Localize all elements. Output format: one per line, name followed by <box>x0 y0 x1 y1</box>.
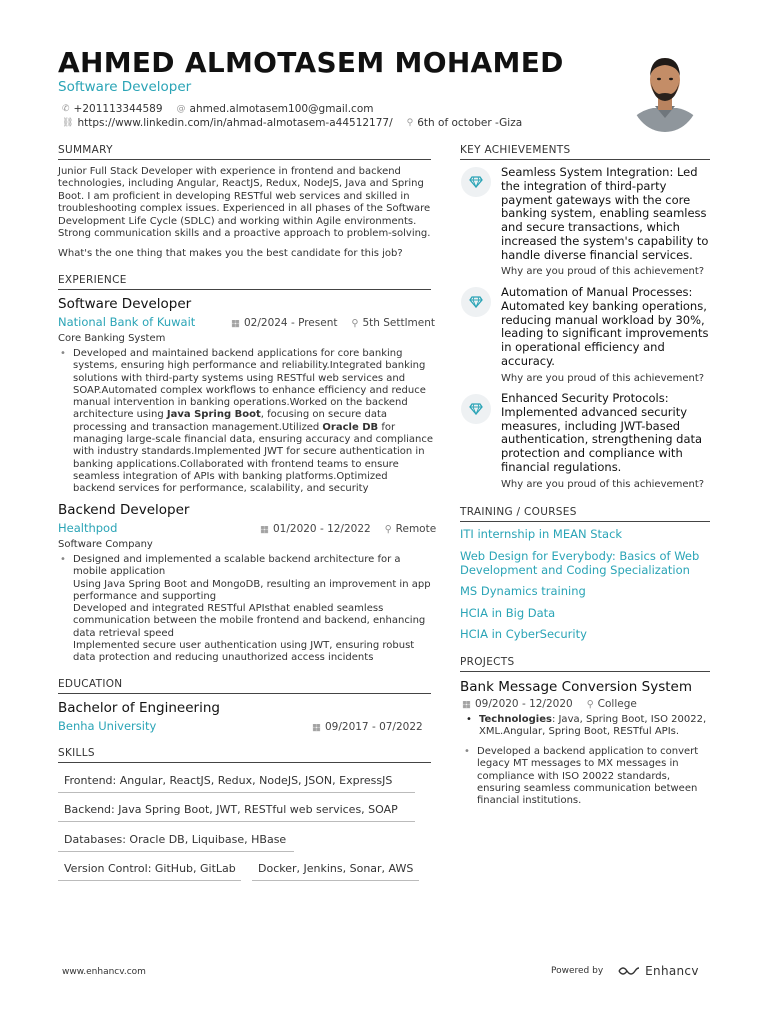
school: Benha University <box>58 719 157 733</box>
diamond-icon <box>461 394 491 424</box>
course-item: ITI internship in MEAN Stack <box>460 527 623 541</box>
course-item: HCIA in Big Data <box>460 606 556 620</box>
skill-tag: Databases: Oracle DB, Liquibase, HBase <box>58 833 294 852</box>
location-text: 6th of october -Giza <box>417 117 523 129</box>
achievement-prompt: Why are you proud of this achievement? <box>501 373 705 384</box>
job-title: Backend Developer <box>58 502 190 518</box>
project-technologies: • Technologies: Java, Spring Boot, ISO 20022, XML.Angular, Spring Boot, RESTful APIs. <box>466 714 707 738</box>
project-meta <box>462 698 637 710</box>
location-pin-icon: ⚲ <box>384 523 392 535</box>
job-subtitle: Core Banking System <box>58 333 166 344</box>
summary-text: Junior Full Stack Developer with experience in frontend and backend technologies, including Angular, ReactJS, Redux, NodeJS, Java and Spring Boot. I am proficient in developing RESTful web services and skilled in troubleshooting complex issues. Experienced in all phases of the Software Development Life Cycle (SDLC) and working within Agile environments. Strong communication skills and a proactive approach to problem-solving. <box>58 166 431 240</box>
candidate-name: AHMED ALMOTASEM MOHAMED <box>58 46 564 79</box>
project-title: Bank Message Conversion System <box>460 679 692 695</box>
skill-tag: Frontend: Angular, ReactJS, Redux, NodeJS, JSON, ExpressJS <box>58 774 415 793</box>
project-location: College <box>597 698 637 710</box>
summary-heading: SUMMARY <box>58 144 431 160</box>
footer-brand <box>551 964 699 978</box>
course-item: MS Dynamics training <box>460 584 586 598</box>
job-title: Software Developer <box>58 296 192 312</box>
achievement-text: Enhanced Security Protocols: Implemented advanced security measures, including JWT-based authentication, strengthening data protection and compliance with financial regulations. <box>501 391 703 474</box>
job-subtitle: Software Company <box>58 539 153 550</box>
job-dates: 02/2024 - Present <box>243 317 338 329</box>
contact-row-1 <box>62 103 387 115</box>
linkedin-text[interactable]: https://www.linkedin.com/in/ahmad-almotasem-a44512177/ <box>77 117 393 129</box>
candidate-title: Software Developer <box>58 79 192 95</box>
location-pin-icon: ⚲ <box>351 317 359 329</box>
company-name: National Bank of Kuwait <box>58 315 196 329</box>
education-heading: EDUCATION <box>58 678 431 694</box>
skills-heading: SKILLS <box>58 747 431 763</box>
powered-by-text: Powered by <box>551 966 604 976</box>
achievement-prompt: Why are you proud of this achievement? <box>501 479 705 490</box>
link-icon: ⛓ <box>62 118 74 128</box>
diamond-icon <box>461 287 491 317</box>
company-name: Healthpod <box>58 521 118 535</box>
achievement-text: Automation of Manual Processes: Automated key banking operations, reducing manual workload by 30%, leading to significant improvements in operational efficiency and accuracy. <box>501 285 709 368</box>
job-location: 5th Settlment <box>362 317 435 329</box>
course-item: Development and Coding Specialization <box>460 563 690 577</box>
calendar-icon: ▦ <box>312 721 321 733</box>
achievement-prompt: Why are you proud of this achievement? <box>501 266 705 277</box>
job-meta <box>231 317 435 329</box>
skill-tag: Docker, Jenkins, Sonar, AWS <box>252 862 419 881</box>
skill-tag: Version Control: GitHub, GitLab <box>58 862 241 881</box>
project-dates: 09/2020 - 12/2020 <box>474 698 573 710</box>
calendar-icon: ▦ <box>231 317 240 329</box>
diamond-icon <box>461 167 491 197</box>
job-bullets: • Developed and maintained backend applications for core banking systems, ensuring high performance and reliability.Integrated banking solutions with third-party systems using RESTful web services and SOAP.Automated complex workflows to enhance efficiency and reduce manual intervention in banking operations.Worked on the backend architecture using Java Spring Boot, focusing on secure data processing and transaction management.Utilized Oracle DB for managing large-scale financial data, ensuring accuracy and compliance with industry standards.Implemented JWT for secure authentication in banking applications.Collaborated with frontend teams to ensure seamless integration of APIs with banking platforms.Optimized backend services for performance, scalability, and security <box>60 348 434 495</box>
job-location: Remote <box>395 523 437 535</box>
email-text[interactable]: ahmed.almotasem100@gmail.com <box>189 103 374 115</box>
enhancv-logo-icon <box>617 965 641 977</box>
course-item: HCIA in CyberSecurity <box>460 627 587 641</box>
profile-photo <box>631 48 699 132</box>
calendar-icon: ▦ <box>260 523 269 535</box>
education-meta <box>312 721 423 733</box>
training-heading: TRAINING / COURSES <box>460 506 710 522</box>
achievements-heading: KEY ACHIEVEMENTS <box>460 144 710 160</box>
experience-heading: EXPERIENCE <box>58 274 431 290</box>
achievement-text: Seamless System Integration: Led the integration of third-party payment gateways with the core banking system, enabling seamless and secure transactions, which increased the system's capability to handle diverse financial services. <box>501 165 709 262</box>
brand-text[interactable]: Enhancv <box>645 964 699 978</box>
projects-heading: PROJECTS <box>460 656 710 672</box>
location-pin-icon: ⚲ <box>406 118 414 128</box>
summary-prompt: What's the one thing that makes you the best candidate for this job? <box>58 248 403 259</box>
education-dates: 09/2017 - 07/2022 <box>324 721 423 733</box>
calendar-icon: ▦ <box>462 698 471 710</box>
job-bullets: • Designed and implemented a scalable backend architecture for a mobile application Using Java Spring Boot and MongoDB, resulting an improvement in app performance and supporting Developed and integrated RESTful APIsthat enabled seamless communication between the mobile frontend and backend, enhancing data retrieval speed Implemented secure user authentication using JWT, ensuring robust data protection and reducing unauthorized access incidents <box>60 554 431 664</box>
contact-row-2 <box>62 117 536 129</box>
degree: Bachelor of Engineering <box>58 700 220 716</box>
job-meta <box>260 523 436 535</box>
project-description: • Developed a backend application to convert legacy MT messages to MX messages in compliance with ISO 20022 standards, ensuring seamless communication between financial institutions. <box>464 746 699 807</box>
skill-tag: Backend: Java Spring Boot, JWT, RESTful web services, SOAP <box>58 803 415 822</box>
phone-text[interactable]: +201113344589 <box>73 103 163 115</box>
course-item: Web Design for Everybody: Basics of Web <box>460 549 700 563</box>
job-dates: 01/2020 - 12/2022 <box>272 523 371 535</box>
at-icon: @ <box>176 104 186 114</box>
location-pin-icon: ⚲ <box>586 698 594 710</box>
footer-site[interactable]: www.enhancv.com <box>62 967 146 977</box>
phone-icon: ✆ <box>62 104 70 114</box>
